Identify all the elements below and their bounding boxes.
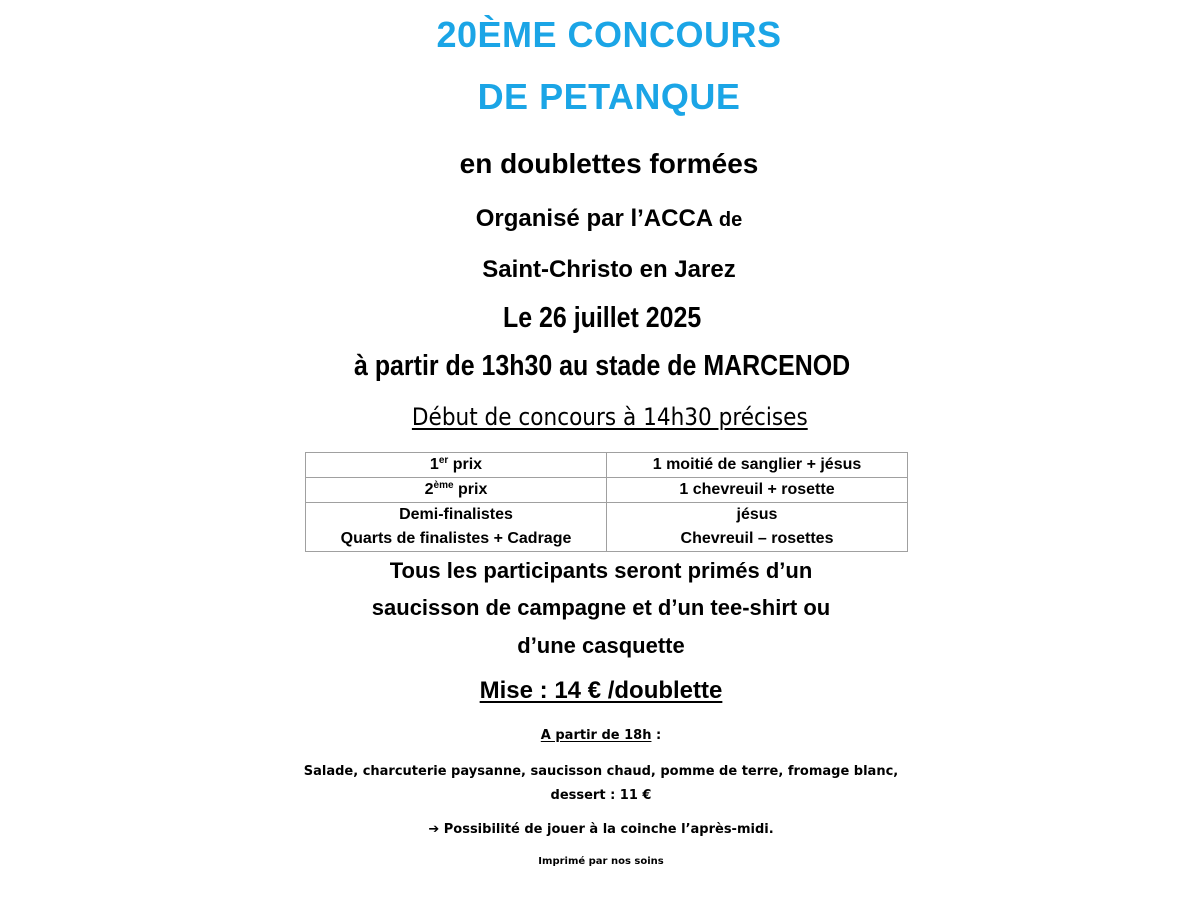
printed-by: Imprimé par nos soins [538,856,664,867]
participants-line-3: d’une casquette [517,633,685,658]
prize-reward: jésus Chevreuil – rosettes [607,503,908,552]
title-line-1: 20ÈME CONCOURS [436,14,782,55]
participants-line-2: saucisson de campagne et d’un tee-shirt ou [371,595,831,620]
prize-rank: Demi-finalistes Quarts de finalistes + Cadrage [306,503,607,552]
table-row [306,503,908,552]
subtitle: en doublettes formées [459,148,759,179]
entry-fee: Mise : 14 € /doublette [479,677,723,704]
event-start-time: à partir de 13h30 au stade de MARCENOD [354,350,851,382]
prize-rank: 2ème prix [306,478,607,503]
organizer-line-1 [8,205,1202,233]
prize-rank: 1er prix [306,453,607,478]
meal-menu-line-2: dessert : 11 € [550,788,652,803]
meal-heading: A partir de 18h : [540,728,662,743]
prize-reward: 1 moitié de sanglier + jésus [607,453,908,478]
title-line-2: DE PETANQUE [477,76,741,117]
table-row [306,453,908,478]
coinche-note: ➔ Possibilité de jouer à la coinche l’après-midi. [428,822,774,837]
table-row [306,478,908,503]
participants-line-1: Tous les participants seront primés d’un [389,558,813,583]
prizes-table [305,452,908,552]
contest-start: Début de concours à 14h30 précises [411,403,808,431]
event-date: Le 26 juillet 2025 [502,302,702,334]
arrow-right-icon: ➔ [428,822,440,837]
prize-reward: 1 chevreuil + rosette [607,478,908,503]
organizer-name: Organisé par l’ACCA [475,205,713,232]
organizer-de: de [718,209,743,231]
meal-menu-line-1: Salade, charcuterie paysanne, saucisson chaud, pomme de terre, fromage blanc, [303,764,899,779]
organizer-line-2: Saint-Christo en Jarez [482,256,736,283]
